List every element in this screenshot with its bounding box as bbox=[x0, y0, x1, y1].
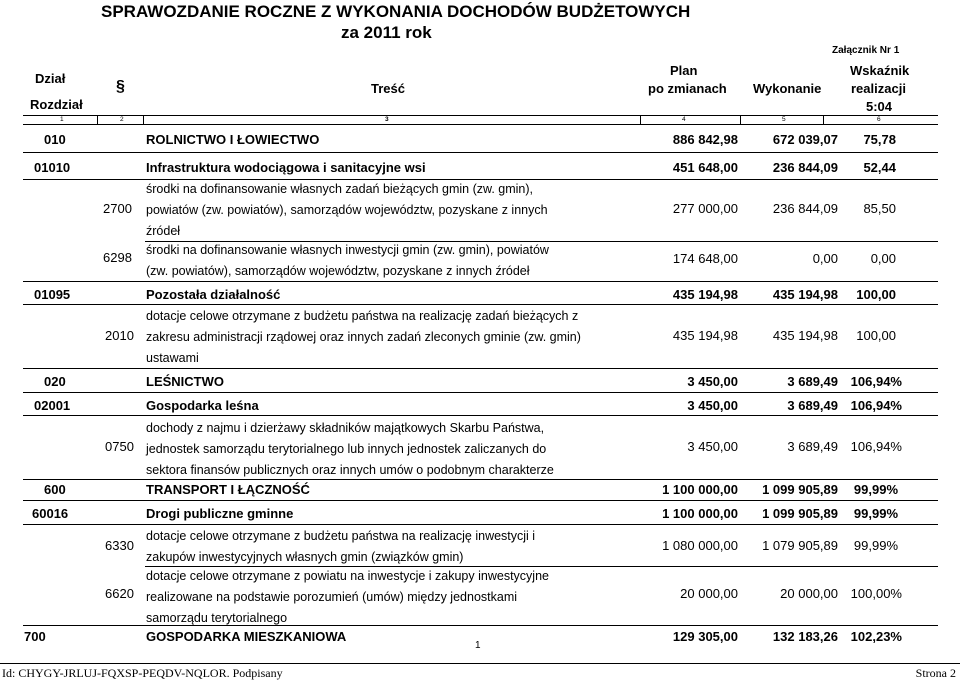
row-plan: 435 194,98 bbox=[672, 328, 738, 343]
header-rozdzial: Rozdział bbox=[30, 97, 83, 112]
row-code: 0750 bbox=[105, 439, 134, 454]
row-plan: 886 842,98 bbox=[672, 132, 738, 147]
row-text: LEŚNICTWO bbox=[146, 374, 224, 389]
row-code: 2010 bbox=[105, 328, 134, 343]
row-exec: 435 194,98 bbox=[772, 287, 838, 302]
row-pct: 106,94% bbox=[850, 439, 902, 454]
row-divider bbox=[23, 415, 938, 416]
row-pct: 99,99% bbox=[853, 482, 898, 497]
row-code: 01095 bbox=[34, 287, 71, 302]
row-divider bbox=[23, 392, 938, 393]
row-text: środki na dofinansowanie własnych inwestycji gmin (zw. gmin), powiatów (zw. powiatów), samorządów województw, pozyskane z innych źródeł bbox=[146, 243, 549, 278]
row-pct: 106,94% bbox=[850, 398, 902, 413]
row-code: 010 bbox=[44, 132, 66, 147]
col-number: 4 bbox=[682, 116, 686, 123]
row-pct: 99,99% bbox=[853, 506, 898, 521]
row-divider bbox=[23, 500, 938, 501]
row-exec: 3 689,49 bbox=[787, 439, 838, 454]
report-year: za 2011 rok bbox=[341, 23, 432, 42]
row-code: 020 bbox=[44, 374, 66, 389]
footer-page: Strona 2 bbox=[915, 666, 956, 680]
row-code: 02001 bbox=[34, 398, 71, 413]
col-divider bbox=[97, 115, 98, 124]
row-exec: 3 689,49 bbox=[787, 374, 838, 389]
row-pct: 100,00 bbox=[856, 287, 896, 302]
row-exec: 132 183,26 bbox=[772, 629, 838, 644]
header-wskaznik-3: 5:04 bbox=[866, 99, 893, 114]
row-exec: 0,00 bbox=[812, 251, 838, 266]
row-pct: 52,44 bbox=[863, 160, 896, 175]
row-pct: 75,78 bbox=[863, 132, 896, 147]
col-divider bbox=[823, 115, 824, 124]
page-number: 1 bbox=[475, 640, 481, 651]
row-plan: 174 648,00 bbox=[672, 251, 738, 266]
row-code: 60016 bbox=[32, 506, 69, 521]
header-wskaznik-2: realizacji bbox=[851, 81, 906, 96]
row-divider bbox=[23, 281, 938, 282]
row-code: 6620 bbox=[105, 586, 134, 601]
row-text: Drogi publiczne gminne bbox=[146, 506, 294, 521]
row-code: 6298 bbox=[103, 250, 132, 265]
row-text: TRANSPORT I ŁĄCZNOŚĆ bbox=[146, 482, 310, 497]
row-plan: 129 305,00 bbox=[672, 629, 738, 644]
header-tresc: Treść bbox=[371, 81, 405, 96]
row-code: 2700 bbox=[103, 201, 132, 216]
row-text: ROLNICTWO I ŁOWIECTWO bbox=[146, 132, 320, 147]
row-plan: 3 450,00 bbox=[687, 374, 738, 389]
row-pct: 106,94% bbox=[850, 374, 902, 389]
col-divider bbox=[640, 115, 641, 124]
row-pct: 85,50 bbox=[863, 201, 896, 216]
row-exec: 1 079 905,89 bbox=[762, 538, 838, 553]
row-text: dotacje celowe otrzymane z powiatu na inwestycje i zakupy inwestycyjne realizowane na podstawie porozumień (umów) między jednostkami samorządu terytorialnego bbox=[146, 569, 549, 625]
row-text: dochody z najmu i dzierżawy składników majątkowych Skarbu Państwa, jednostek samorządu terytorialnego lub innych jednostek zaliczanych do sektora finansów publicznych oraz innych umów o podobnym charakterze bbox=[146, 421, 554, 477]
col-number: 6 bbox=[877, 116, 881, 123]
col-number: 5 bbox=[782, 116, 786, 123]
row-text: dotacje celowe otrzymane z budżetu państwa na realizację inwestycji i zakupów inwestycyjnych własnych gmin (związków gmin) bbox=[146, 529, 536, 564]
row-code: 6330 bbox=[105, 538, 134, 553]
row-text: GOSPODARKA MIESZKANIOWA bbox=[146, 629, 347, 644]
row-code: 600 bbox=[44, 482, 66, 497]
row-plan: 1 100 000,00 bbox=[662, 482, 738, 497]
header-wskaznik-1: Wskaźnik bbox=[850, 63, 910, 78]
row-exec: 1 099 905,89 bbox=[762, 482, 838, 497]
row-code: 01010 bbox=[34, 160, 71, 175]
row-divider bbox=[23, 479, 938, 480]
footer-rule bbox=[0, 663, 960, 664]
row-exec: 3 689,49 bbox=[787, 398, 838, 413]
row-exec: 1 099 905,89 bbox=[762, 506, 838, 521]
row-exec: 20 000,00 bbox=[780, 586, 838, 601]
row-plan: 1 080 000,00 bbox=[662, 538, 738, 553]
row-divider bbox=[23, 524, 938, 525]
row-text: środki na dofinansowanie własnych zadań bieżących gmin (zw. gmin), powiatów (zw. powiatów), samorządów województw, pozyskane z innych źródeł bbox=[146, 182, 548, 238]
row-plan: 3 450,00 bbox=[687, 398, 738, 413]
row-divider bbox=[23, 625, 938, 626]
row-text: dotacje celowe otrzymane z budżetu państwa na realizację zadań bieżących z zakresu administracji rządowej oraz innych zadań zleconych gminie (zw. gmin) ustawami bbox=[146, 309, 581, 365]
row-plan: 1 100 000,00 bbox=[662, 506, 738, 521]
row-plan: 451 648,00 bbox=[672, 160, 738, 175]
row-plan: 3 450,00 bbox=[687, 439, 738, 454]
row-divider bbox=[23, 368, 938, 369]
col-divider bbox=[143, 115, 144, 124]
header-dzial: Dział bbox=[35, 71, 66, 86]
row-plan: 277 000,00 bbox=[672, 201, 738, 216]
row-pct: 100,00 bbox=[856, 328, 896, 343]
row-pct: 102,23% bbox=[850, 629, 902, 644]
row-text: Pozostała działalność bbox=[146, 287, 281, 302]
col-number: 2 bbox=[120, 116, 124, 123]
report-title: SPRAWOZDANIE ROCZNE Z WYKONANIA DOCHODÓW BUDŻETOWYCH bbox=[101, 2, 691, 21]
row-pct: 0,00 bbox=[870, 251, 896, 266]
row-plan: 435 194,98 bbox=[672, 287, 738, 302]
header-plan-2: po zmianach bbox=[648, 81, 727, 96]
row-exec: 435 194,98 bbox=[772, 328, 838, 343]
row-text: Gospodarka leśna bbox=[146, 398, 259, 413]
row-divider bbox=[23, 152, 938, 153]
row-code: 700 bbox=[24, 629, 46, 644]
header-wykonanie: Wykonanie bbox=[753, 81, 822, 96]
row-divider bbox=[23, 304, 938, 305]
header-plan-1: Plan bbox=[670, 63, 698, 78]
annex-label: Załącznik Nr 1 bbox=[832, 45, 900, 56]
row-pct: 99,99% bbox=[853, 538, 898, 553]
header-paragraph: § bbox=[116, 78, 125, 95]
footer-id: Id: CHYGY-JRLUJ-FQXSP-PEQDV-NQLOR. Podpisany bbox=[2, 666, 283, 680]
row-exec: 236 844,09 bbox=[772, 201, 838, 216]
row-exec: 236 844,09 bbox=[772, 160, 838, 175]
col-number: 1 bbox=[60, 116, 64, 123]
col-number: 3 bbox=[385, 116, 389, 123]
header-rule bbox=[23, 124, 938, 125]
col-divider bbox=[740, 115, 741, 124]
row-exec: 672 039,07 bbox=[772, 132, 838, 147]
header-rule bbox=[23, 115, 938, 116]
row-text: Infrastruktura wodociągowa i sanitacyjne wsi bbox=[146, 160, 426, 175]
row-plan: 20 000,00 bbox=[680, 586, 738, 601]
row-pct: 100,00% bbox=[850, 586, 902, 601]
